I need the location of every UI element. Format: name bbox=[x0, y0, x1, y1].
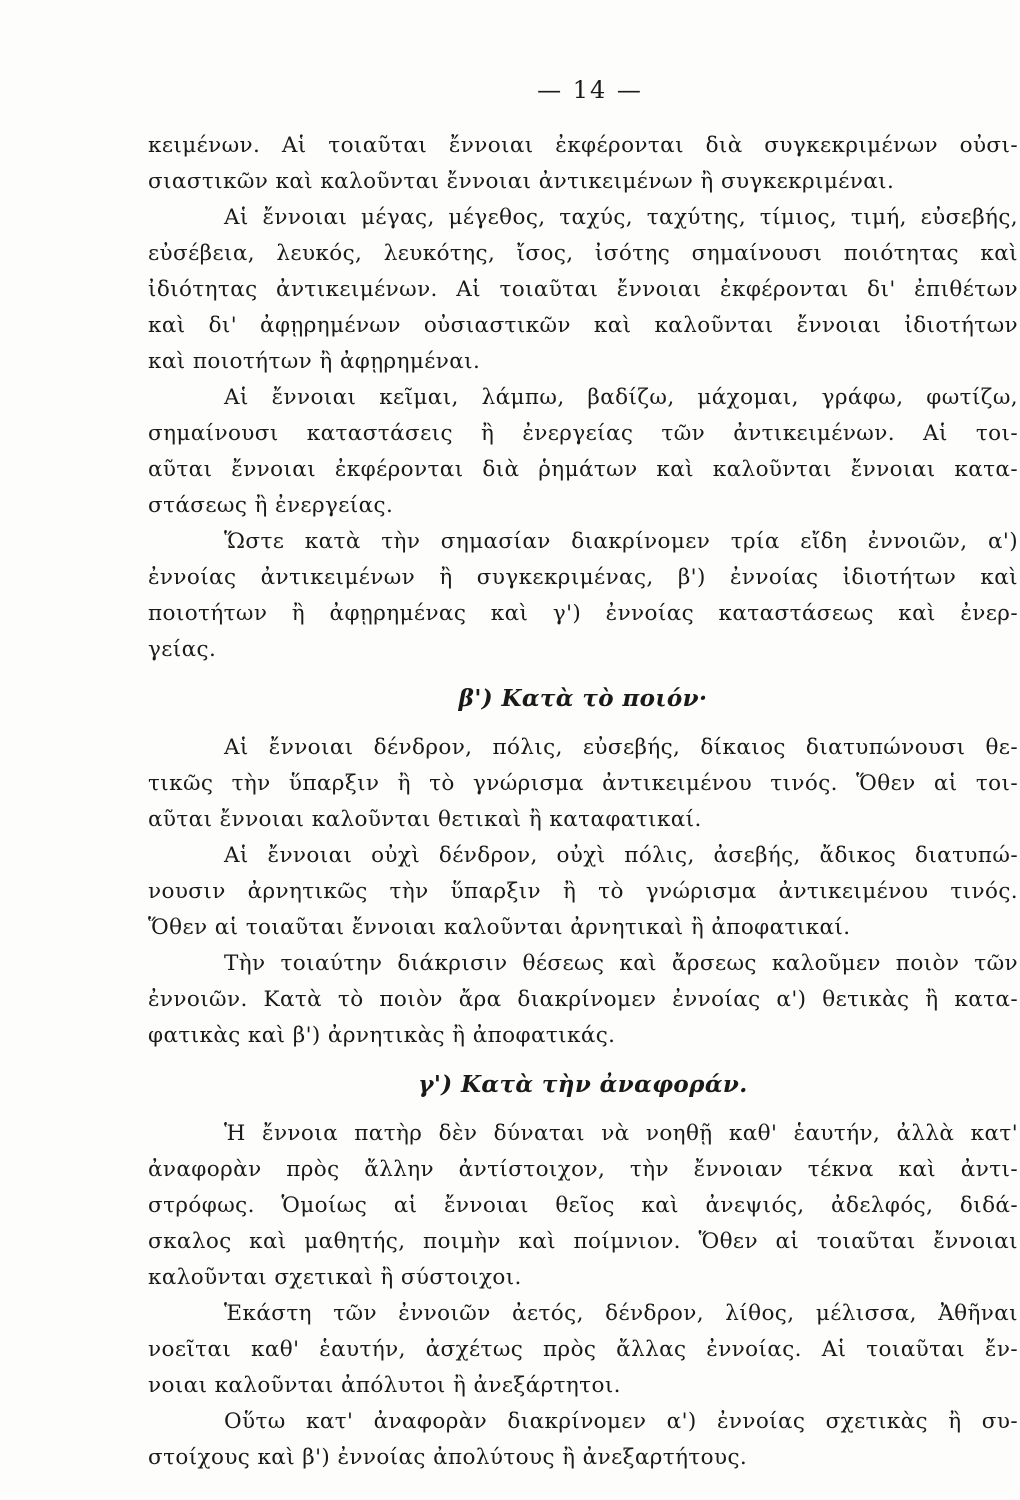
text-line: Ἡ ἔννοια πατὴρ δὲν δύναται νὰ νοηθῇ καθ' ἑαυτήν, ἀλλὰ κατ' bbox=[224, 1121, 1018, 1146]
text-line: Οὕτω κατ' ἀναφορὰν διακρίνομεν α') ἐννοίας σχετικὰς ἢ συ- bbox=[224, 1409, 1018, 1434]
text-line: σκαλος καὶ μαθητής, ποιμὴν καὶ ποίμνιον. Ὅθεν αἱ τοιαῦται ἔννοιαι bbox=[148, 1229, 1018, 1254]
text-line: καλοῦνται σχετικαὶ ἢ σύστοιχοι. bbox=[148, 1265, 522, 1290]
text-line: νοεῖται καθ' ἑαυτήν, ἀσχέτως πρὸς ἄλλας ἐννοίας. Αἱ τοιαῦται ἔν- bbox=[148, 1337, 1018, 1362]
text-line: κειμένων. Αἱ τοιαῦται ἔννοιαι ἐκφέρονται διὰ συγκεκριμένων οὐσι- bbox=[148, 133, 1018, 158]
text-line: σημαίνουσι καταστάσεις ἢ ἐνεργείας τῶν ἀντικειμένων. Αἱ τοι- bbox=[148, 421, 1018, 446]
text-line: αῦται ἔννοιαι καλοῦνται θετικαὶ ἢ καταφατικαί. bbox=[148, 807, 702, 832]
text-line: γείας. bbox=[148, 637, 217, 662]
text-line: Ὅθεν αἱ τοιαῦται ἔννοιαι καλοῦνται ἀρνητικαὶ ἢ ἀποφατικαί. bbox=[148, 915, 851, 940]
text-line: Αἱ ἔννοιαι μέγας, μέγεθος, ταχύς, ταχύτης, τίμιος, τιμή, εὐσεβής, bbox=[224, 205, 1018, 230]
text-line: φατικὰς καὶ β') ἀρνητικὰς ἢ ἀποφατικάς. bbox=[148, 1023, 616, 1048]
text-line: νοιαι καλοῦνται ἀπόλυτοι ἢ ἀνεξάρτητοι. bbox=[148, 1373, 621, 1398]
text-line: Αἱ ἔννοιαι οὐχὶ δένδρον, οὐχὶ πόλις, ἀσεβής, ἄδικος διατυπώ- bbox=[224, 843, 1018, 868]
section-heading: γ') Κατὰ τὴν ἀναφοράν. bbox=[418, 1071, 748, 1098]
text-line: ἰδιότητας ἀντικειμένων. Αἱ τοιαῦται ἔννοιαι ἐκφέρονται δι' ἐπιθέτων bbox=[148, 277, 1018, 302]
text-line: καὶ δι' ἀφῃρημένων οὐσιαστικῶν καὶ καλοῦνται ἔννοιαι ἰδιοτήτων bbox=[148, 313, 1018, 338]
text-line: αῦται ἔννοιαι ἐκφέρονται διὰ ῥημάτων καὶ καλοῦνται ἔννοιαι κατα- bbox=[148, 457, 1018, 482]
text-line: Τὴν τοιαύτην διάκρισιν θέσεως καὶ ἄρσεως καλοῦμεν ποιὸν τῶν bbox=[224, 951, 1018, 976]
text-line: στοίχους καὶ β') ἐννοίας ἀπολύτους ἢ ἀνεξαρτήτους. bbox=[148, 1445, 748, 1470]
text-line: στρόφως. Ὁμοίως αἱ ἔννοιαι θεῖος καὶ ἀνεψιός, ἀδελφός, διδά- bbox=[148, 1193, 1018, 1218]
text-line: καὶ ποιοτήτων ἢ ἀφῃρημέναι. bbox=[148, 349, 481, 374]
text-line: Αἱ ἔννοιαι δένδρον, πόλις, εὐσεβής, δίκαιος διατυπώνουσι θε- bbox=[224, 735, 1018, 760]
text-body bbox=[148, 128, 1018, 1476]
text-line: ἐννοίας ἀντικειμένων ἢ συγκεκριμένας, β') ἐννοίας ἰδιοτήτων καὶ bbox=[148, 565, 1018, 590]
text-line: νουσιν ἀρνητικῶς τὴν ὕπαρξιν ἢ τὸ γνώρισμα ἀντικειμένου τινός. bbox=[148, 879, 1018, 904]
text-line: τικῶς τὴν ὕπαρξιν ἢ τὸ γνώρισμα ἀντικειμένου τινός. Ὅθεν αἱ τοι- bbox=[148, 771, 1018, 796]
text-line: στάσεως ἢ ἐνεργείας. bbox=[148, 493, 394, 518]
text-line: εὐσέβεια, λευκός, λευκότης, ἴσος, ἰσότης σημαίνουσι ποιότητας καὶ bbox=[148, 241, 1018, 266]
page-number: — 14 — bbox=[537, 76, 643, 104]
text-line: Ὥστε κατὰ τὴν σημασίαν διακρίνομεν τρία εἴδη ἐννοιῶν, α') bbox=[224, 529, 1018, 554]
section-heading: β') Κατὰ τὸ ποιόν· bbox=[458, 685, 708, 712]
text-line: ποιοτήτων ἢ ἀφῃρημένας καὶ γ') ἐννοίας καταστάσεως καὶ ἐνερ- bbox=[148, 601, 1018, 626]
text-line: Αἱ ἔννοιαι κεῖμαι, λάμπω, βαδίζω, μάχομαι, γράφω, φωτίζω, bbox=[224, 385, 1018, 410]
text-line: Ἑκάστη τῶν ἐννοιῶν ἀετός, δένδρον, λίθος, μέλισσα, Ἀθῆναι bbox=[224, 1301, 1018, 1326]
text-line: ἐννοιῶν. Κατὰ τὸ ποιὸν ἄρα διακρίνομεν ἐννοίας α') θετικὰς ἢ κατα- bbox=[148, 987, 1018, 1012]
text-line: ἀναφορὰν πρὸς ἄλλην ἀντίστοιχον, τὴν ἔννοιαν τέκνα καὶ ἀντι- bbox=[148, 1157, 1018, 1182]
text-line: σιαστικῶν καὶ καλοῦνται ἔννοιαι ἀντικειμένων ἢ συγκεκριμέναι. bbox=[148, 169, 895, 194]
